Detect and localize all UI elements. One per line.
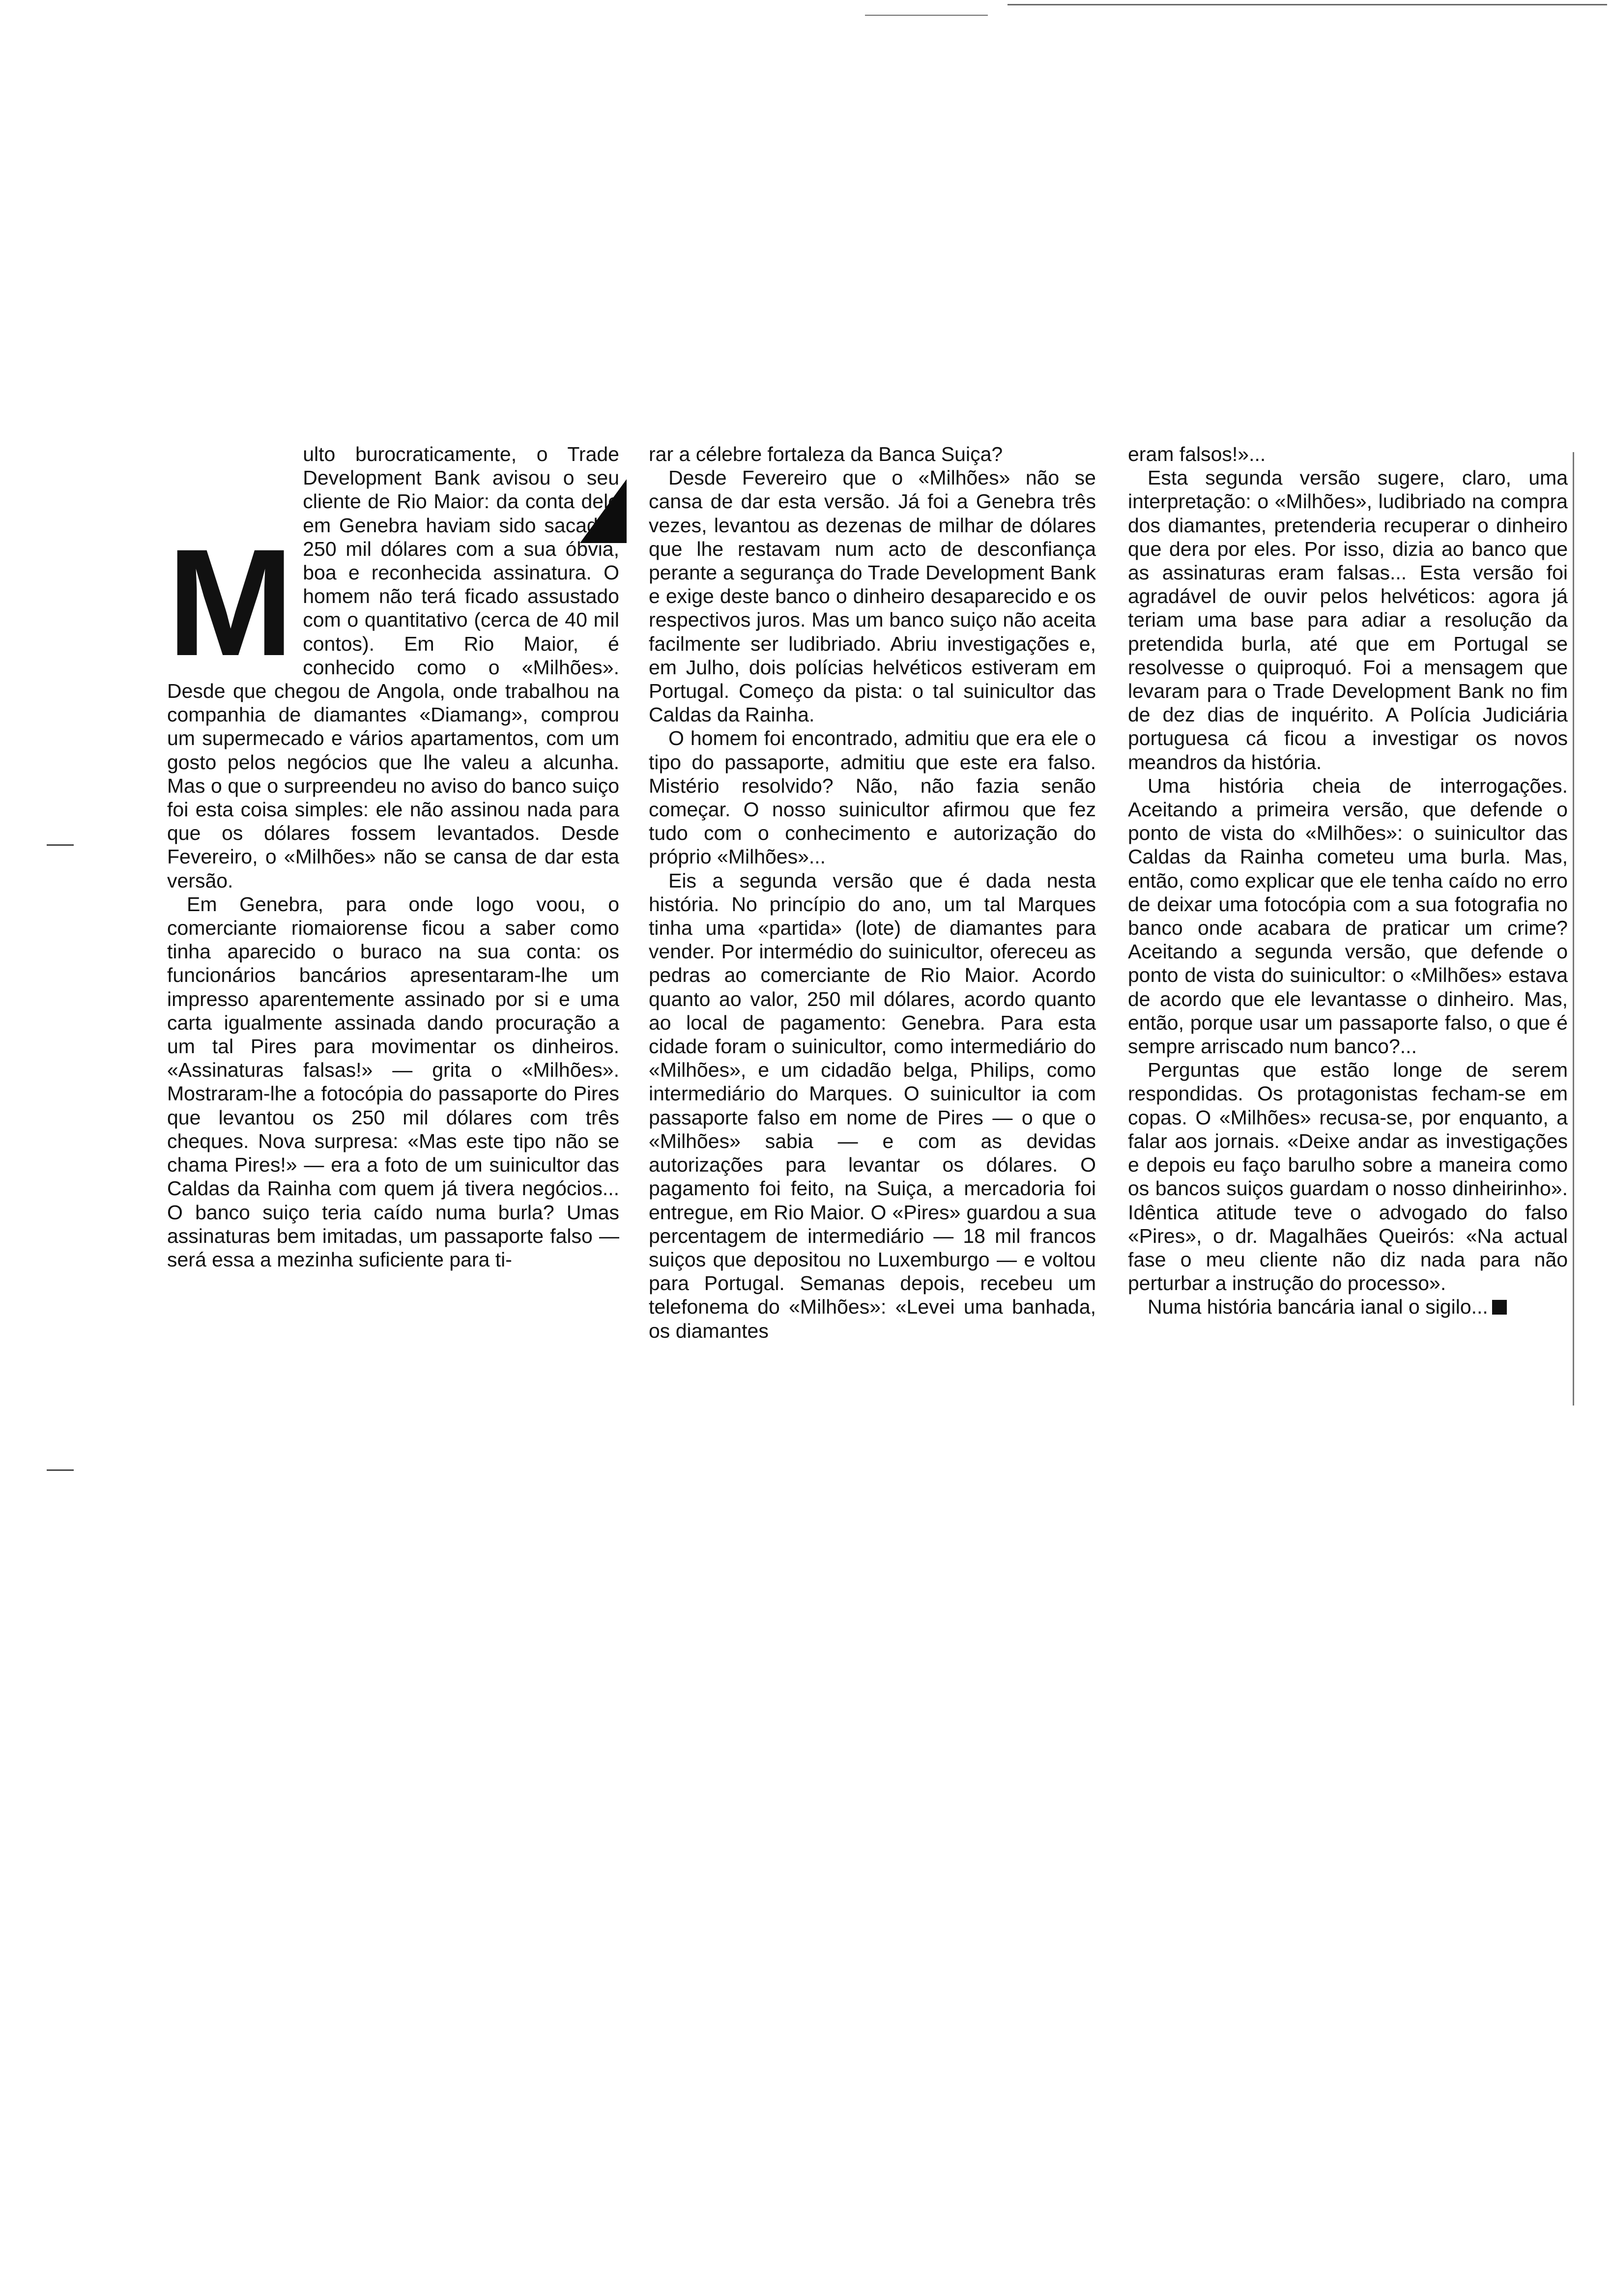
- article-paragraph: Eis a segunda versão que é dada nesta história. No princípio do ano, um tal Marques tinha uma «partida» (lote) de diamantes para vender. Por intermédio do suinicultor, ofereceu as pedras ao comerciante de Rio Maior. Acordo quanto ao valor, 250 mil dólares, acordo quanto ao local de pagamento: Genebra. Para esta cidade foram o suinicultor, como intermediário do «Milhões», e um cidadão belga, Philips, como intermediário do Marques. O suinicultor ia com passaporte falso em nome de Pires — o que o «Milhões» sabia — e com as devidas autorizações para levantar os dólares. O pagamento foi feito, na Suiça, a mercadoria foi entregue, em Rio Maior. O «Pires» guardou a sua percentagem de intermediário — 18 mil francos suiços que depositou no Luxemburgo — e voltou para Portugal. Semanas depois, recebeu um telefonema do «Milhões»: «Levei uma banhada, os diamantes: [649, 869, 1096, 1342]
- scan-edge-line-top-2: [865, 15, 988, 16]
- article-column-2: [649, 442, 1096, 1917]
- newspaper-clipping: [167, 442, 1573, 1917]
- margin-mark-left-1: [47, 844, 74, 846]
- drop-cap: M: [167, 517, 294, 688]
- paragraph-text: ulto burocraticamente, o Trade Development Bank avisou o seu cliente de Rio Maior: da conta dele em Genebra haviam sido sacados 250 mil dólares com a sua óbvia, boa e reconhecida assinatura. O homem não terá ficado assustado com o quantitativo (cerca de 40 mil contos). Em Rio Maior, é conhecido como o «Milhões». Desde que chegou de Angola, onde trabalhou na companhia de diamantes «Diamang», comprou um supermecado e vários apartamentos, com um gosto pelos negócios que lhe valeu a alcunha. Mas o que o surpreendeu no aviso do banco suiço foi esta coisa simples: ele não assinou nada para que os dólares fossem levantados. Desde Fevereiro, o «Milhões» não se cansa de dar esta versão.: [167, 443, 619, 892]
- article-paragraph: [1128, 1295, 1568, 1319]
- article-paragraph: eram falsos!»...: [1128, 443, 1266, 465]
- torn-corner-shadow: [580, 479, 627, 543]
- article-paragraph: rar a célebre fortaleza da Banca Suiça?: [649, 443, 1003, 465]
- end-of-article-mark-icon: [1492, 1300, 1507, 1315]
- article-paragraph: Esta segunda versão sugere, claro, uma interpretação: o «Milhões», ludibriado na compra dos diamantes, pretenderia recuperar o dinheiro que dera por eles. Por isso, dizia ao banco que as assinaturas eram falsas... Esta versão foi agradável de ouvir pelos helvéticos: agora já teriam uma base para adiar a resolução da pretendida burla, até que em Portugal se resolvesse o quiproquó. Foi a mensagem que levaram para o Trade Development Bank no fim de dez dias de inquérito. A Polícia Judiciária portuguesa cá ficou a investigar os novos meandros da história.: [1128, 466, 1568, 774]
- article-paragraph: Perguntas que estão longe de serem respondidas. Os protagonistas fecham-se em copas. O «Milhões» recusa-se, por enquanto, a falar aos jornais. «Deixe andar as investigações e depois eu faço barulho sobre a maneira como os bancos suiços guardam o nosso dinheirinho». Idêntica atitude teve o advogado do falso «Pires», o dr. Magalhães Queirós: «Na actual fase o meu cliente não diz nada para não perturbar a instrução do processo».: [1128, 1059, 1568, 1295]
- article-column-3: [1128, 442, 1568, 1917]
- article-paragraph: Desde Fevereiro que o «Milhões» não se cansa de dar esta versão. Já foi a Genebra três vezes, levantou as dezenas de milhar de dólares que lhe restavam num acto de desconfiança perante a segurança do Trade Development Bank e exige deste banco o dinheiro desaparecido e os respectivos juros. Mas um banco suiço não aceita facilmente ser ludibriado. Abriu investigações e, em Julho, dois polícias helvéticos estiveram em Portugal. Começo da pista: o tal suinicultor das Caldas da Rainha.: [649, 466, 1096, 726]
- article-paragraph: Uma história cheia de interrogações. Aceitando a primeira versão, que defende o ponto de vista do «Milhões»: o suinicultor das Caldas da Rainha cometeu uma burla. Mas, então, como explicar que ele tenha caído no erro de deixar uma fotocópia com a sua fotografia no banco onde acabara de praticar um crime? Aceitando a segunda versão, que defende o ponto de vista do suinicultor: o «Milhões» estava de acordo que ele levantasse o dinheiro. Mas, então, porque usar um passaporte falso, o que é sempre arriscado num banco?...: [1128, 774, 1568, 1058]
- paragraph-text: Numa história bancária ianal o sigilo...: [1148, 1295, 1488, 1319]
- scan-edge-line-top: [1008, 4, 1607, 5]
- article-column-1: [167, 442, 619, 1917]
- margin-mark-left-2: [47, 1469, 74, 1471]
- column-rule-right: [1573, 452, 1574, 1406]
- article-paragraph: Em Genebra, para onde logo voou, o comerciante riomaiorense ficou a saber como tinha aparecido o buraco na sua conta: os funcionários bancários apresentaram-lhe um impresso aparentemente assinado por si e uma carta igualmente assinada dando procuração a um tal Pires para movimentar os dinheiros. «Assinaturas falsas!» — grita o «Milhões». Mostraram-lhe a fotocópia do passaporte do Pires que levantou os 250 mil dólares com três cheques. Nova surpresa: «Mas este tipo não se chama Pires!» — era a foto de um suinicultor das Caldas da Rainha com quem já tivera negócios... O banco suiço teria caído numa burla? Umas assinaturas bem imitadas, um passaporte falso — será essa a mezinha suficiente para ti-: [167, 892, 619, 1271]
- article-paragraph: O homem foi encontrado, admitiu que era ele o tipo do passaporte, admitiu que este era falso. Mistério resolvido? Não, não fazia senão começar. O nosso suinicultor afirmou que fez tudo com o conhecimento e autorização do próprio «Milhões»...: [649, 727, 1096, 868]
- article-paragraph: [167, 442, 619, 892]
